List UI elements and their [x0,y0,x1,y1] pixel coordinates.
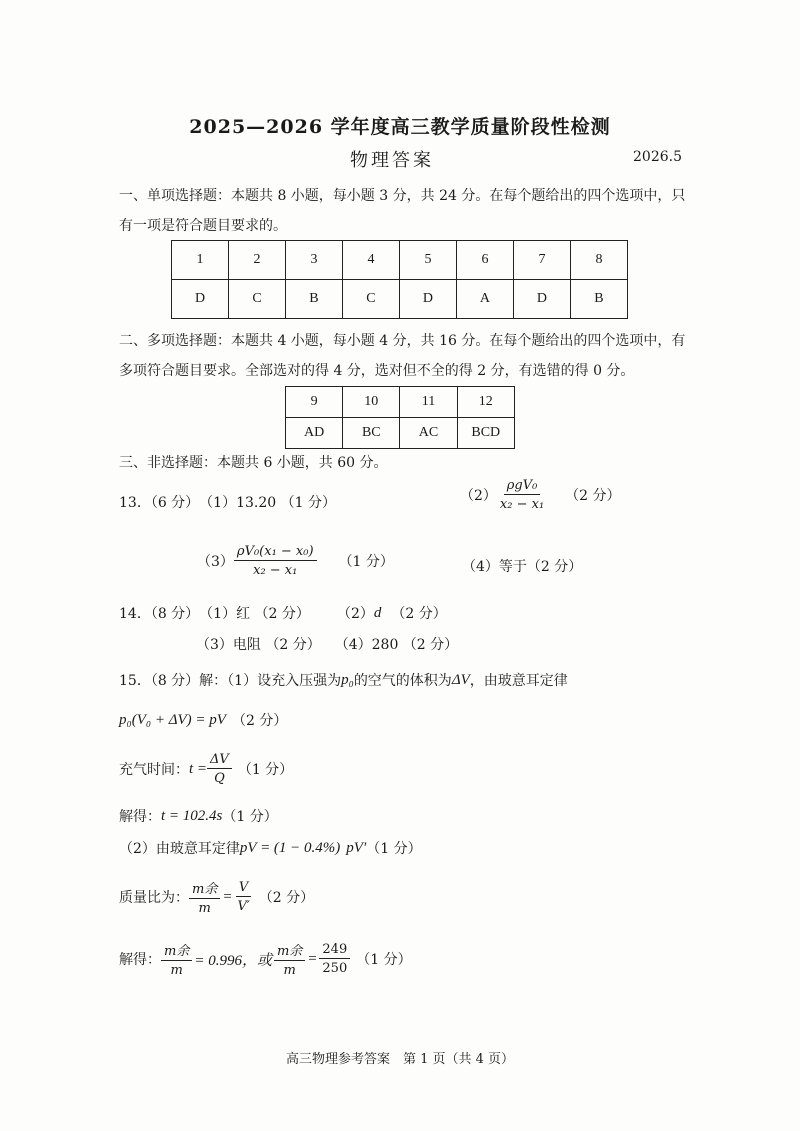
answer-cell: B [285,280,342,319]
fraction-numerator: ρV₀(x₁ − x₀) [234,544,317,561]
q15-mass-score: （2 分） [258,890,315,906]
q15-mass [119,878,314,916]
q15-mass-fraction [189,878,220,916]
q14-part1: （1）红 （2 分） [199,606,310,622]
q15-charge-fraction [207,752,232,786]
q13-part1: （1）13.20 （1 分） [199,495,336,511]
fraction-denominator: m [170,963,183,978]
answer-cell: BC [343,418,400,449]
q14-part4: （4）280 （2 分） [334,637,459,653]
question-number: 3 [285,241,342,280]
question-number: 9 [286,387,343,418]
question-number: 7 [513,241,570,280]
q15-solve2-score: （1 分） [356,952,412,968]
q15-eq1-formula: p₀(V₀ + ΔV) = pV [119,711,226,728]
question-number: 8 [570,241,627,280]
question-number: 4 [342,241,399,280]
q15-charge-score: （1 分） [237,762,294,778]
q15-eq1 [119,710,287,730]
q15-part2-a: （2）由玻意耳定律 [119,841,240,857]
q15-intro-a: 解：（1）设充入压强为 [199,673,342,689]
q15-charge-lhs: t = [189,760,208,777]
single-choice-answer-table [171,240,628,319]
answer-cell: C [229,280,286,319]
q15-part2-score: （1 分） [366,841,422,857]
q15-charge [119,752,293,786]
q15-mass-eq: = [222,888,233,905]
q15-solve1-score: （1 分） [222,809,278,825]
q15-eq1-score: （2 分） [231,713,288,729]
q15-intro-dv: ΔV [451,671,470,688]
fraction-numerator: ρgV₀ [504,478,541,495]
q13-part2-fraction [497,478,547,512]
answer-cell: D [172,280,229,319]
q15-intro-c: ，由玻意耳定律 [469,673,568,689]
q15-solve1-label: 解得： [119,809,161,825]
q14-label: 14．（8 分） [119,606,200,622]
q15-solve1-eq: t = 102.4s [161,807,223,824]
question-number: 10 [343,387,400,418]
page-footer: 高三物理参考答案 第 1 页（共 4 页） [285,1052,515,1067]
q14-line2 [196,634,458,654]
q15-intro-b: 的空气的体积为 [353,673,452,689]
q14-part2-score: （2 分） [391,606,447,622]
q15-part2-eq: pV = (1 − 0.4%) [239,839,341,856]
q15-label: 15．（8 分） [119,673,200,689]
question-number: 12 [457,387,514,418]
q14-part3: （3）电阻 （2 分） [196,637,321,653]
q14-part2 [337,603,447,623]
q14-part2-label: （2） [337,606,374,622]
q15-solve2-label: 解得： [119,952,161,968]
fraction-denominator: V′ [237,899,250,914]
fraction-denominator: x₂ − x₁ [499,497,545,512]
q15-solve2-fraction4 [319,942,350,976]
section1-intro-line1: 一、单项选择题：本题共 8 小题，每小题 3 分，共 24 分。在每个题给出的四个选项中，只 [119,188,686,204]
q15-intro [119,670,568,690]
answer-cell: C [342,280,399,319]
q13-part4: （4）等于（2 分） [462,559,583,575]
question-number: 1 [172,241,229,280]
answer-cell: D [399,280,456,319]
answer-cell: B [570,280,627,319]
q15-solve1 [119,806,278,826]
q15-part2-eq2: pV′ [346,839,367,856]
fraction-numerator: V [236,880,251,897]
q13-line1 [119,492,336,512]
question-number: 11 [400,387,457,418]
q15-solve2-eq: = [307,950,318,967]
fraction-numerator: m余 [274,940,305,961]
q13-part3-label: （3） [197,554,234,570]
answer-cell: A [456,280,513,319]
q13-label: 13．（6 分） [119,495,200,511]
fraction-denominator: x₂ − x₁ [253,563,298,578]
q15-solve2-val: = 0.996，或 [194,952,272,969]
table-row [286,387,515,418]
table-row [172,280,628,319]
answer-cell: AD [286,418,343,449]
question-number: 5 [399,241,456,280]
q15-solve2-fraction3 [274,940,305,978]
fraction-denominator: m [283,963,296,978]
q15-part2 [119,838,422,858]
q14-line1 [119,603,310,623]
question-number: 6 [456,241,513,280]
table-row [286,418,515,449]
page-subtitle: 物理答案 [350,150,434,171]
exam-date: 2026.5 [633,149,682,165]
section2-intro-line2: 多项符合题目要求。全部选对的得 4 分，选对但不全的得 2 分，有选错的得 0 分。 [119,363,635,379]
page-title: 2025—2026 学年度高三教学质量阶段性检测 [189,116,611,138]
fraction-numerator: 249 [319,942,350,959]
q13-part3-fraction [234,544,317,578]
q15-intro-var: p₀ [341,671,354,688]
table-row [172,241,628,280]
section2-intro-line1: 二、多项选择题：本题共 4 小题，每小题 4 分，共 16 分。在每个题给出的四个选项中，有 [119,333,686,349]
answer-cell: AC [400,418,457,449]
answer-cell: D [513,280,570,319]
fraction-denominator: 250 [322,961,348,976]
fraction-numerator: m余 [161,940,192,961]
q15-solve2-fraction [161,940,192,978]
q13-part2 [460,478,621,512]
fraction-numerator: m余 [189,878,220,899]
q13-part2-label: （2） [460,488,497,504]
q15-charge-label: 充气时间： [119,762,189,778]
multi-choice-answer-table [285,386,515,449]
q15-mass-fraction2 [234,880,252,914]
q13-part3 [197,544,394,578]
q14-part2-var: d [373,604,382,621]
answer-cell: BCD [457,418,514,449]
fraction-denominator: m [198,901,211,916]
question-number: 2 [229,241,286,280]
section3-intro: 三、非选择题：本题共 6 小题，共 60 分。 [119,455,388,471]
q13-part3-score: （1 分） [338,554,394,570]
q15-solve2 [119,940,412,978]
q13-part2-score: （2 分） [565,488,621,504]
q15-mass-label: 质量比为： [119,890,189,906]
section1-intro-line2: 有一项是符合题目要求的。 [119,218,287,234]
fraction-numerator: ΔV [207,752,232,769]
fraction-denominator: Q [214,771,225,786]
